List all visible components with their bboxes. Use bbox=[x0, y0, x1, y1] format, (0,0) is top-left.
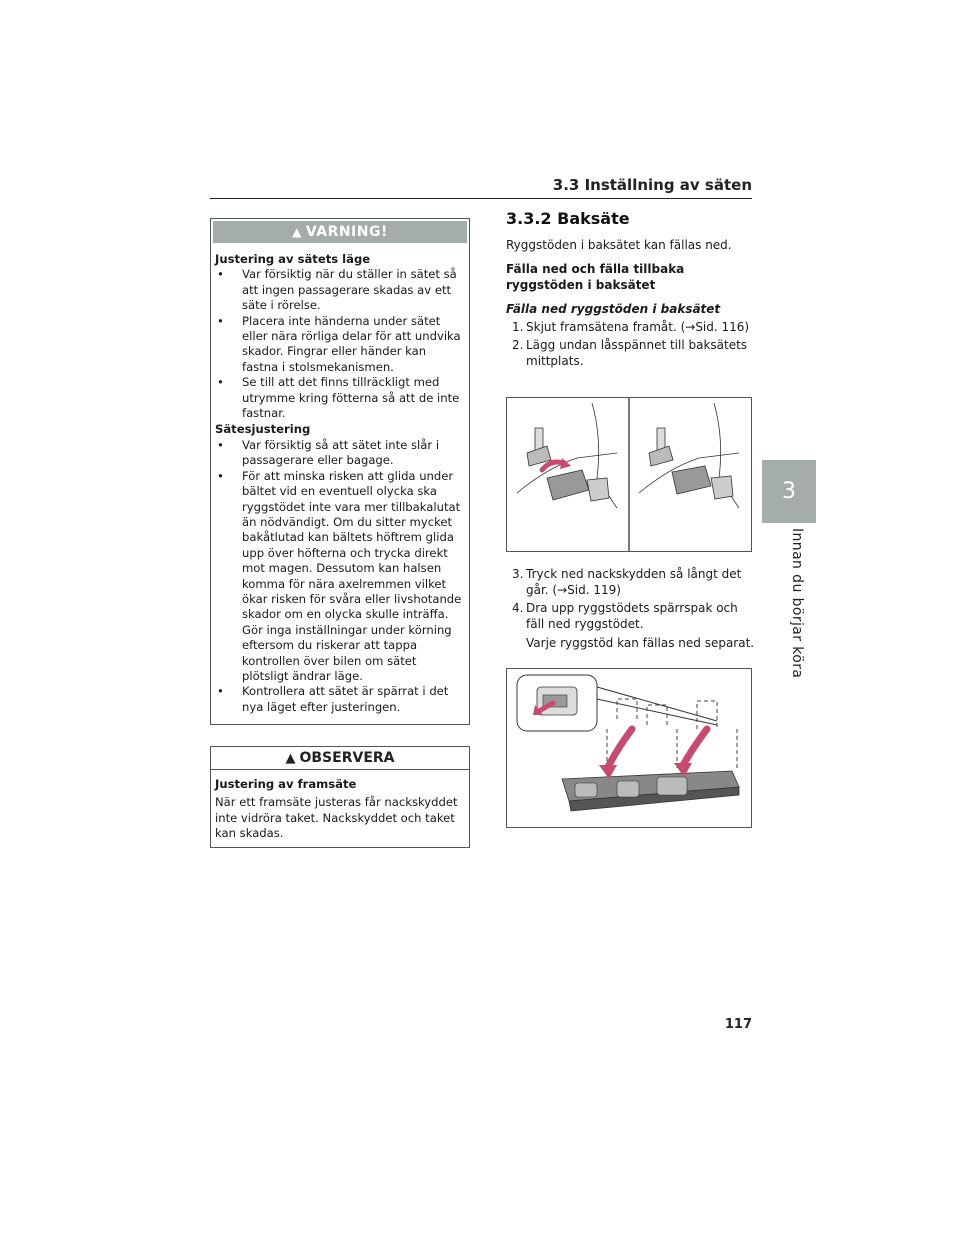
chapter-tab[interactable] bbox=[762, 460, 816, 523]
notice-title: OBSERVERA bbox=[299, 750, 395, 766]
warning-bullet: • Var försiktig när du ställer in sätet så att ingen passagerare skadas av ett säte i rörelse. bbox=[215, 267, 465, 313]
warning-bullet: • Se till att det finns tillräckligt med utrymme kring fötterna så att de inte fastnar. bbox=[215, 375, 465, 421]
warning-bullet: • Placera inte händerna under sätet eller nära rörliga delar för att undvika skador. Fingrar eller händer kan fastna i stolsmekanismen. bbox=[215, 314, 465, 376]
warning-bullet: • För att minska risken att glida under bältet vid en eventuell olycka ska ryggstödet inte vara mer tillbakalutat än nödvändigt. Om du sitter mycket bakåtlutad kan bältets höftrem glida upp över höfterna och trycka direkt mot magen. Dessutom kan halsen komma för nära axelremmen vilket ökar risken för svåra eller livshotande skador om en olycka skulle inträffa. Gör inga inställningar under körning eftersom du riskerar att tappa kontrollen över bilen om sätet plötsligt ändrar läge. bbox=[215, 469, 465, 685]
steps-list bbox=[506, 566, 756, 632]
chapter-title: Innan du börjar köra bbox=[789, 528, 805, 679]
page-number: 117 bbox=[724, 1017, 752, 1032]
notice-box bbox=[210, 746, 470, 848]
chapter-number: 3 bbox=[782, 479, 796, 504]
warning-list bbox=[215, 267, 465, 421]
warning-icon: ▲ bbox=[292, 225, 302, 239]
seatback-fold-illustration-svg bbox=[507, 669, 751, 827]
warning-list bbox=[215, 438, 465, 715]
warning-header bbox=[213, 221, 467, 243]
step-item: 3. Tryck ned nackskydden så långt det går. (→Sid. 119) bbox=[512, 567, 742, 597]
section-intro: Ryggstöden i baksätet kan fällas ned. bbox=[506, 238, 732, 252]
buckle-illustration bbox=[506, 397, 752, 552]
seatback-fold-illustration bbox=[506, 668, 752, 828]
section-title: 3.3.2 Baksäte bbox=[506, 209, 630, 228]
warning-bullet: • Kontrollera att sätet är spärrat i det nya läget efter justeringen. bbox=[215, 684, 465, 715]
step-item: 1. Skjut framsätena framåt. (→Sid. 116) bbox=[512, 320, 750, 334]
section-subheading: Fälla ned och fälla tillbaka ryggstöden i baksätet bbox=[506, 262, 685, 292]
warning-title: VARNING! bbox=[305, 224, 388, 240]
section-body-top bbox=[506, 237, 756, 371]
section-body-bottom bbox=[506, 566, 756, 651]
warning-bullet: • Var försiktig så att sätet inte slår i passagerare eller bagage. bbox=[215, 438, 465, 469]
notice-subheading: Justering av framsäte bbox=[215, 777, 357, 791]
warning-subheading: Justering av sätets läge bbox=[215, 252, 371, 266]
steps-list bbox=[506, 319, 756, 369]
notice-icon: ▲ bbox=[285, 750, 296, 766]
step-note: Varje ryggstöd kan fällas ned separat. bbox=[526, 636, 755, 650]
warning-subheading: Sätesjustering bbox=[215, 422, 311, 437]
procedure-title: Fälla ned ryggstöden i baksätet bbox=[506, 302, 721, 316]
header-divider bbox=[210, 198, 752, 199]
notice-header bbox=[211, 747, 469, 770]
step-item: 4. Dra upp ryggstödets spärrspak och fäll ned ryggstödet. bbox=[512, 601, 738, 631]
running-header: 3.3 Inställning av säten bbox=[552, 176, 752, 194]
step-item: 2. Lägg undan låsspännet till baksätets mittplats. bbox=[512, 338, 748, 368]
warning-box bbox=[210, 218, 470, 725]
notice-text: När ett framsäte justeras får nackskyddet inte vidröra taket. Nackskyddet och taket kan skadas. bbox=[215, 795, 458, 841]
buckle-illustration-svg bbox=[507, 398, 751, 551]
